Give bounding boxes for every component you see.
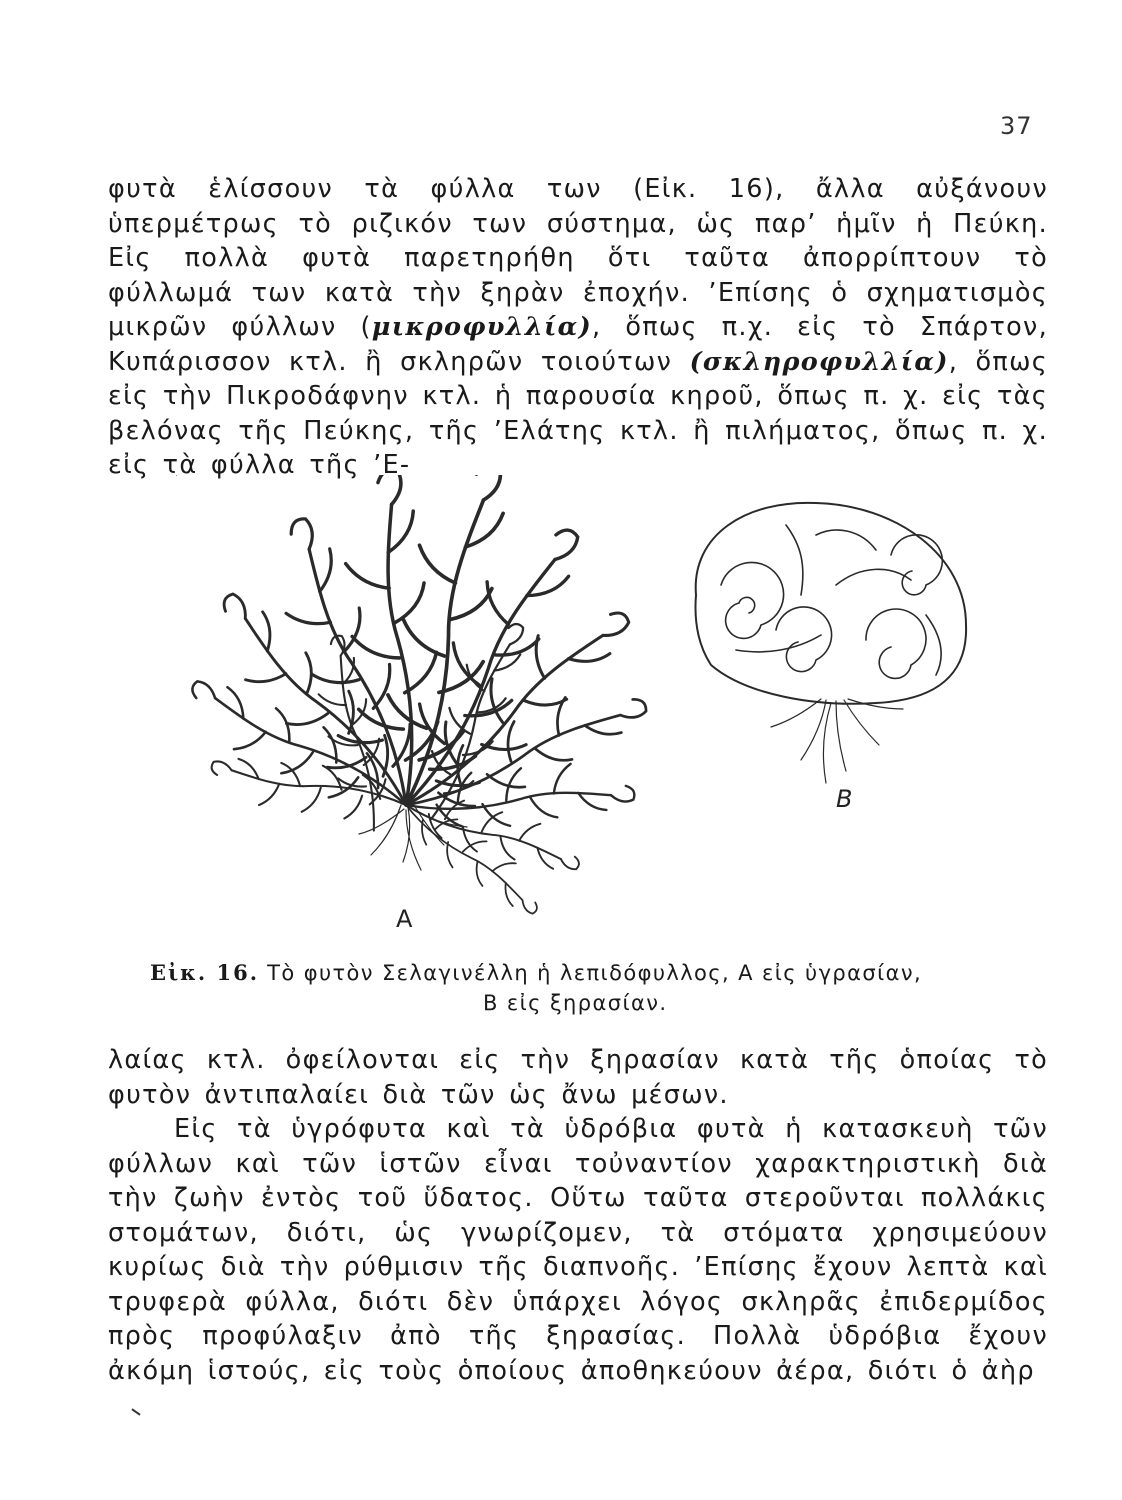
bottom-text-block	[108, 1043, 1048, 1388]
paragraph-continued	[108, 172, 1048, 483]
plant-b-dry-drawing	[696, 503, 967, 783]
figure-selaginella	[176, 475, 1046, 945]
caption-text: Τὸ φυτὸν Σελαγινέλλη ἡ λεπιδόφυλλος, Α εἰς ὑγρασίαν,	[267, 961, 923, 985]
paragraph-end: λαίας κτλ. ὀφείλονται εἰς τὴν ξηρασίαν κατὰ τῆς ὁποίας τὸ φυτὸν ἀντιπαλαίει διὰ τῶν ὡς ἄνω μέσων.	[108, 1045, 1048, 1110]
page-number: 37	[1000, 112, 1033, 140]
caption-line-1	[150, 958, 1010, 988]
caption-number: Εἰκ. 16.	[150, 960, 260, 985]
text-run: φυτὰ ἑλίσσουν τὰ φύλλα των (Εἰκ. 16), ἄλλα αὐξάνουν ὑπερμέτρως τὸ ριζικόν των σύστημα, ὡς παρ’ ἡμῖν ἡ Πεύκη. Εἰς πολλὰ φυτὰ παρετηρήθη ὅτι ταῦτα ἀπορρίπτουν τὸ φύλλωμά των κατὰ τὴν ξηρὰν ἐποχήν. ’Επίσης ὁ σχηματισμὸς μικρῶν φύλλων (	[108, 174, 1048, 342]
print-mark	[131, 1408, 140, 1415]
term-microphyllia: μικροφυλλία)	[371, 312, 592, 342]
term-sclerophyllia: (σκληροφυλλία)	[689, 346, 949, 377]
plant-a-humid-drawing	[176, 475, 651, 917]
text-run: , ὅπως π.χ. εἰς τὸ Σπάρτον, Κυπάρισσον κτλ. ἢ σκληρῶν τοιούτων	[108, 312, 1048, 377]
text-run: , ὅπως εἰς τὴν Πικροδάφνην κτλ. ἡ παρουσία κηροῦ, ὅπως π. χ. εἰς τὰς βελόνας τῆς Πεύκης, τῆς ’Ελάτης κτλ. ἢ πιλήματος, ὅπως π. χ. εἰς τὰ φύλλα τῆς ’Ε-	[108, 346, 1048, 480]
top-text-block	[108, 172, 1048, 483]
paragraph-hydrophytes: Εἰς τὰ ὑγρόφυτα καὶ τὰ ὑδρόβια φυτὰ ἡ κατασκευὴ τῶν φύλλων καὶ τῶν ἱστῶν εἶναι τοὐναντίον χαρακτηριστικὴ διὰ τὴν ζωὴν ἐντὸς τοῦ ὕδατος. Οὕτω ταῦτα στεροῦνται πολλάκις στομάτων, διότι, ὡς γνωρίζομεν, τὰ στόματα χρησιμεύουν κυρίως διὰ τὴν ρύθμισιν τῆς διαπνοῆς. ’Επίσης ἔχουν λεπτὰ καὶ τρυφερὰ φύλλα, διότι δὲν ὑπάρχει λόγος σκληρᾶς ἐπιδερμίδος πρὸς προφύλαξιν ἀπὸ τῆς ξηρασίας. Πολλὰ ὑδρόβια ἔχουν ἀκόμη ἱστούς, εἰς τοὺς ὁποίους ἀποθηκεύουν ἀέρα, διότι ὁ ἀὴρ	[108, 1114, 1048, 1386]
figure-caption	[150, 958, 1010, 1018]
caption-line-2: Β εἰς ξηρασίαν.	[483, 991, 668, 1015]
plant-illustration	[176, 475, 1046, 945]
figure-label-b: B	[836, 785, 853, 813]
figure-label-a: A	[396, 905, 413, 933]
